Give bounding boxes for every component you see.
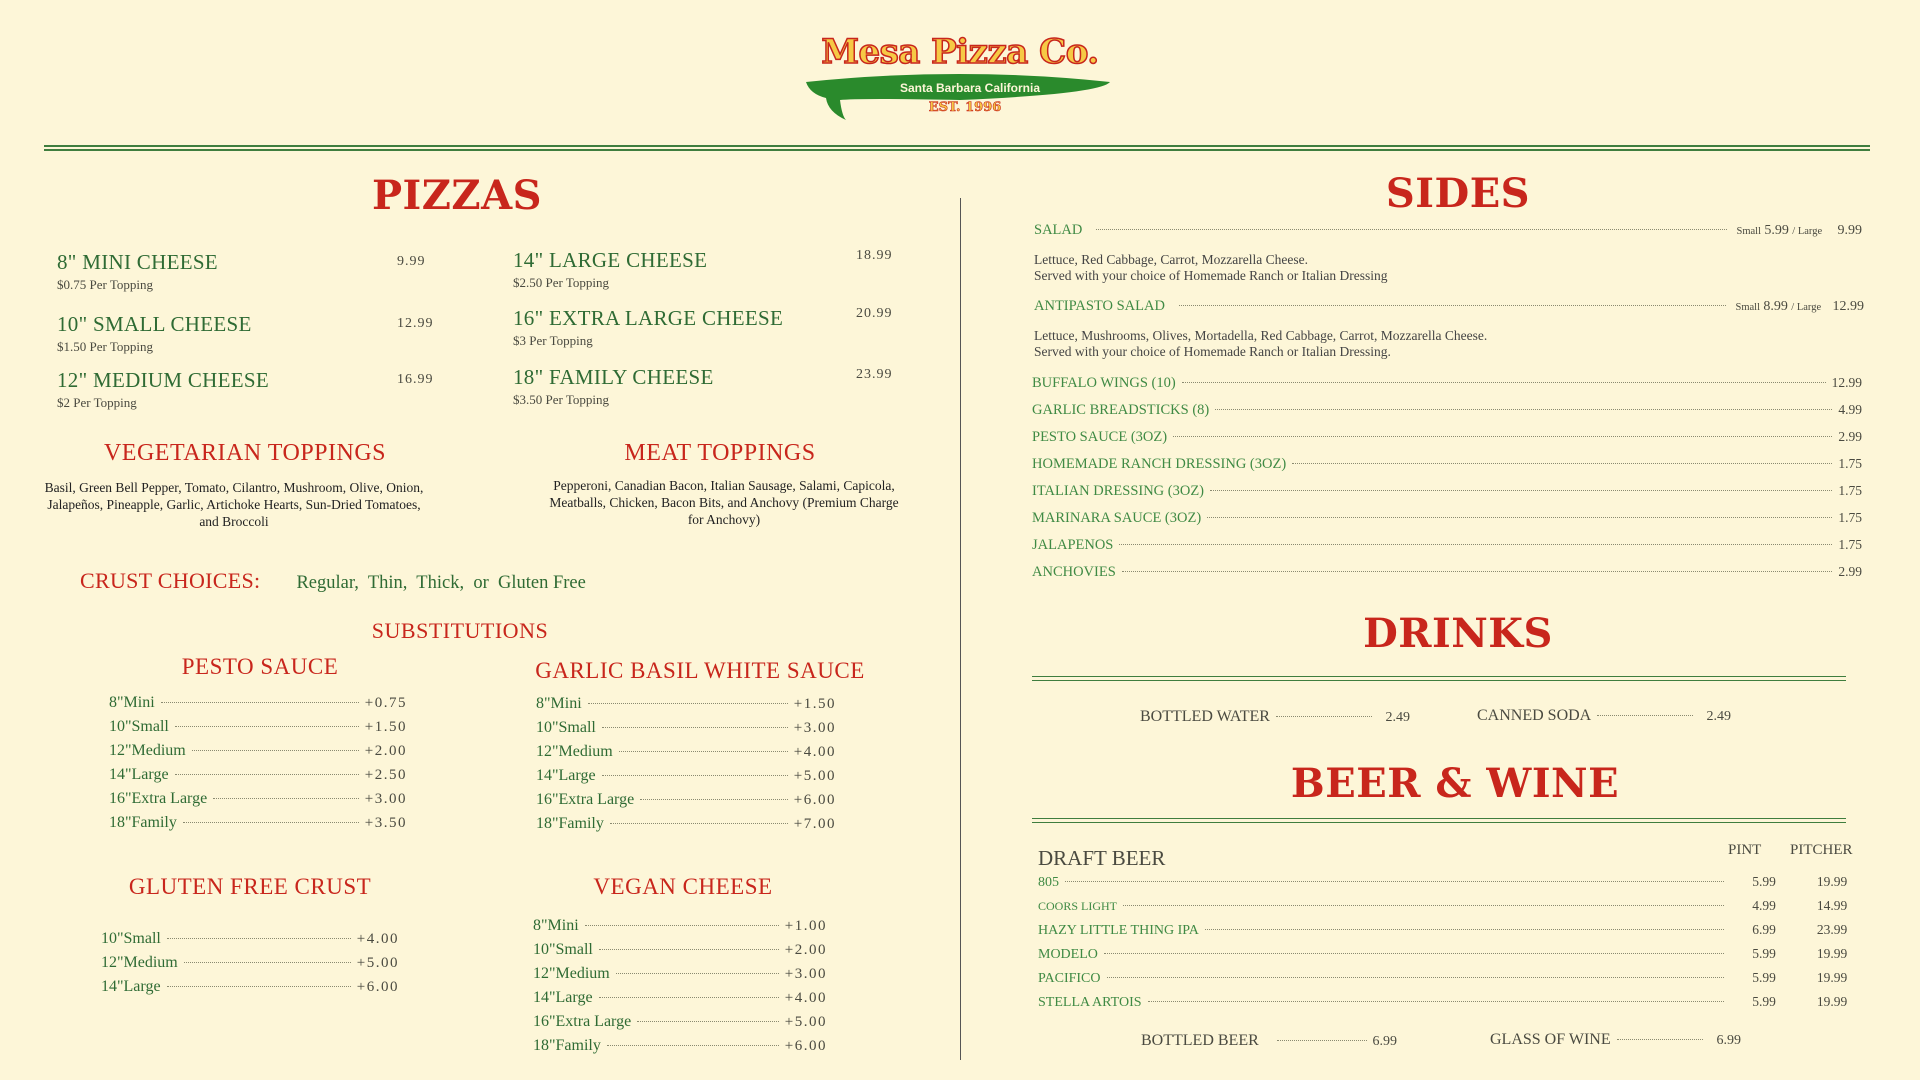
leader-dots xyxy=(1122,571,1833,572)
beer-wine-divider xyxy=(1032,818,1846,823)
substitution-row-label: 14"Large xyxy=(101,978,161,995)
substitution-row-label: 10"Small xyxy=(533,941,593,958)
leader-dots xyxy=(1123,905,1724,906)
side-item xyxy=(1032,483,1862,510)
substitution-row-label: 10"Small xyxy=(101,930,161,947)
beer-item-label: 805 xyxy=(1038,875,1059,890)
pizza-price: 16.99 xyxy=(397,372,434,387)
logo-tagline: Santa Barbara California xyxy=(899,81,1041,95)
leader-dots xyxy=(1205,929,1724,930)
pizza-topping-price: $3 Per Topping xyxy=(513,333,593,348)
leader-dots xyxy=(1597,715,1692,716)
substitution-row-label: 12"Medium xyxy=(533,965,610,982)
substitution-row xyxy=(109,694,407,718)
leader-dots xyxy=(1148,1001,1724,1002)
pizza-topping-price: $2.50 Per Topping xyxy=(513,275,609,290)
substitution-row-label: 8"Mini xyxy=(533,917,579,934)
side-item xyxy=(1032,564,1862,591)
beer-item-label: STELLA ARTOIS xyxy=(1038,995,1142,1010)
substitution-row-price: +4.00 xyxy=(356,931,399,947)
crust-choices-label: CRUST CHOICES: xyxy=(80,568,261,593)
pizza-price: 9.99 xyxy=(397,254,426,269)
side-item-label: JALAPENOS xyxy=(1032,537,1114,553)
gluten-free-crust-heading: GLUTEN FREE CRUST xyxy=(128,874,372,899)
antipasto-name: ANTIPASTO SALAD xyxy=(1034,298,1165,314)
beer-wine-heading: BEER & WINE xyxy=(1290,760,1620,807)
drinks-divider xyxy=(1032,676,1846,681)
side-item xyxy=(1032,402,1862,429)
substitution-row-label: 18"Family xyxy=(109,814,177,831)
side-item-price: 4.99 xyxy=(1838,402,1862,417)
beer-item-label: MODELO xyxy=(1038,947,1098,962)
side-item xyxy=(1032,375,1862,402)
beer-item-price: 5.99 xyxy=(1752,874,1776,889)
garlic-basil-heading: GARLIC BASIL WHITE SAUCE xyxy=(535,658,865,683)
leader-dots xyxy=(1179,305,1726,306)
leader-dots xyxy=(1276,716,1372,717)
substitution-row-price: +3.50 xyxy=(364,815,407,831)
beer-item-pitcher-price: 19.99 xyxy=(1816,970,1848,985)
substitution-row xyxy=(109,790,407,814)
salad-item xyxy=(1034,222,1862,284)
side-item-label: MARINARA SAUCE (3OZ) xyxy=(1032,510,1202,526)
sides-heading: SIDES xyxy=(1385,170,1531,217)
gluten-free-crust-list xyxy=(101,930,399,1002)
leader-dots xyxy=(1292,463,1832,464)
side-item-label: HOMEMADE RANCH DRESSING (3OZ) xyxy=(1032,456,1287,472)
leader-dots xyxy=(1215,409,1832,410)
drink-item xyxy=(1140,708,1410,726)
sides-list xyxy=(1032,375,1862,591)
substitution-row-label: 12"Medium xyxy=(109,742,186,759)
substitution-row-label: 8"Mini xyxy=(536,695,582,712)
side-item-price: 1.75 xyxy=(1838,483,1862,498)
leader-dots xyxy=(1617,1039,1703,1040)
leader-dots xyxy=(161,702,359,703)
pizza-topping-price: $0.75 Per Topping xyxy=(57,277,153,292)
salad-prices xyxy=(1737,222,1862,239)
pizza-name: 18" FAMILY CHEESE xyxy=(513,365,714,389)
substitution-row-price: +2.00 xyxy=(364,743,407,759)
pizza-topping-price: $2 Per Topping xyxy=(57,395,137,410)
salad-small-price: 5.99 xyxy=(1764,223,1789,238)
crust-choices xyxy=(80,568,900,594)
leader-dots xyxy=(1119,544,1832,545)
side-item xyxy=(1032,537,1862,564)
logo xyxy=(800,28,1120,124)
leader-dots xyxy=(637,1021,779,1022)
glass-wine-item xyxy=(1490,1031,1741,1049)
vegetarian-toppings-heading: VEGETARIAN TOPPINGS xyxy=(103,440,387,466)
pitcher-column-header: PITCHER xyxy=(1790,842,1853,858)
glass-wine-price: 6.99 xyxy=(1716,1033,1741,1048)
salad-large-price: 9.99 xyxy=(1837,223,1862,238)
header-divider xyxy=(44,145,1870,151)
beer-item-pitcher-price: 14.99 xyxy=(1816,898,1848,913)
vegan-cheese-list xyxy=(533,917,827,1061)
substitution-row xyxy=(533,965,827,989)
substitution-row xyxy=(533,989,827,1013)
substitution-row xyxy=(109,742,407,766)
pizza-topping-price: $3.50 Per Topping xyxy=(513,392,609,407)
pizza-item xyxy=(57,368,447,411)
leader-dots xyxy=(1210,490,1832,491)
substitution-row-price: +3.00 xyxy=(793,720,836,736)
pizza-item xyxy=(57,312,447,355)
substitution-row-label: 14"Large xyxy=(533,989,593,1006)
substitution-row-label: 18"Family xyxy=(533,1037,601,1054)
side-item-price: 1.75 xyxy=(1838,510,1862,525)
drink-price: 2.49 xyxy=(1706,709,1731,724)
beer-item-price: 6.99 xyxy=(1752,922,1776,937)
pizzas-heading: PIZZAS xyxy=(371,172,543,219)
substitution-row-price: +4.00 xyxy=(784,990,827,1006)
pizza-name: 12" MEDIUM CHEESE xyxy=(57,368,270,392)
leader-dots xyxy=(610,823,788,824)
antipasto-small-label: Small xyxy=(1735,302,1761,313)
vegan-cheese-heading: VEGAN CHEESE xyxy=(593,874,773,899)
substitution-row xyxy=(533,941,827,965)
substitution-row-label: 8"Mini xyxy=(109,694,155,711)
leader-dots xyxy=(619,751,788,752)
leader-dots xyxy=(1096,229,1726,230)
substitution-row-price: +4.00 xyxy=(793,744,836,760)
substitution-row-label: 16"Extra Large xyxy=(536,791,635,808)
leader-dots xyxy=(213,798,359,799)
substitution-row-price: +1.00 xyxy=(784,918,827,934)
pizza-item xyxy=(57,250,447,293)
antipasto-description-2: Served with your choice of Homemade Ranch or Italian Dressing. xyxy=(1034,344,1391,359)
bottled-beer-price: 6.99 xyxy=(1372,1034,1397,1049)
leader-dots xyxy=(616,973,779,974)
substitution-row-label: 14"Large xyxy=(109,766,169,783)
beer-item-pitcher-price: 19.99 xyxy=(1816,994,1848,1009)
beer-item-pitcher-price: 19.99 xyxy=(1816,946,1848,961)
draft-beer-label: DRAFT BEER xyxy=(1038,846,1166,870)
substitution-row-price: +6.00 xyxy=(793,792,836,808)
beer-item xyxy=(1038,970,1870,994)
antipasto-small-price: 8.99 xyxy=(1763,299,1788,314)
meat-toppings-heading: MEAT TOPPINGS xyxy=(624,440,816,466)
substitution-row xyxy=(536,695,836,719)
pizza-price: 20.99 xyxy=(856,306,893,321)
pizza-name: 14" LARGE CHEESE xyxy=(513,248,708,272)
beer-item xyxy=(1038,994,1870,1018)
substitution-row-label: 12"Medium xyxy=(536,743,613,760)
beer-item xyxy=(1038,922,1870,946)
pizza-price: 18.99 xyxy=(856,248,893,263)
beer-list xyxy=(1038,874,1870,1018)
substitution-row xyxy=(533,1037,827,1061)
drink-name: CANNED SODA xyxy=(1477,707,1592,724)
pint-column-header: PINT xyxy=(1728,842,1762,858)
substitution-row xyxy=(101,930,399,954)
substitution-row-label: 16"Extra Large xyxy=(533,1013,632,1030)
substitution-row-label: 16"Extra Large xyxy=(109,790,208,807)
leader-dots xyxy=(607,1045,779,1046)
leader-dots xyxy=(602,775,788,776)
side-item-label: PESTO SAUCE (3OZ) xyxy=(1032,429,1168,445)
beer-item xyxy=(1038,898,1870,922)
substitution-row-label: 10"Small xyxy=(536,719,596,736)
leader-dots xyxy=(1107,977,1724,978)
beer-item-price: 5.99 xyxy=(1752,994,1776,1009)
substitution-row-price: +5.00 xyxy=(793,768,836,784)
substitution-row xyxy=(536,767,836,791)
beer-item-price: 5.99 xyxy=(1752,970,1776,985)
substitution-row xyxy=(536,815,836,839)
substitution-row-price: +6.00 xyxy=(784,1038,827,1054)
substitution-row xyxy=(101,978,399,1002)
bottled-beer-name: BOTTLED BEER xyxy=(1141,1032,1259,1049)
substitution-row-price: +5.00 xyxy=(784,1014,827,1030)
substitution-row xyxy=(101,954,399,978)
substitution-row xyxy=(536,743,836,767)
pizza-item xyxy=(513,306,913,349)
leader-dots xyxy=(1277,1040,1367,1041)
leader-dots xyxy=(1104,953,1724,954)
salad-description-1: Lettuce, Red Cabbage, Carrot, Mozzarella Cheese. xyxy=(1034,252,1309,267)
side-item xyxy=(1032,510,1862,537)
leader-dots xyxy=(167,938,351,939)
salad-name: SALAD xyxy=(1034,222,1083,238)
beer-item-price: 5.99 xyxy=(1752,946,1776,961)
beer-item-label: HAZY LITTLE THING IPA xyxy=(1038,923,1199,938)
substitution-row-price: +7.00 xyxy=(793,816,836,832)
crust-choices-options: Regular, Thin, Thick, or Gluten Free xyxy=(296,573,586,593)
drink-item xyxy=(1477,707,1731,725)
drink-name: BOTTLED WATER xyxy=(1140,708,1270,725)
side-item xyxy=(1032,456,1862,483)
side-item-label: BUFFALO WINGS (10) xyxy=(1032,375,1176,391)
leader-dots xyxy=(599,949,779,950)
side-item-label: GARLIC BREADSTICKS (8) xyxy=(1032,402,1210,418)
substitution-row xyxy=(109,718,407,742)
drink-price: 2.49 xyxy=(1385,710,1410,725)
leader-dots xyxy=(585,925,779,926)
substitution-row-price: +5.00 xyxy=(356,955,399,971)
pizza-price: 23.99 xyxy=(856,367,893,382)
pizza-name: 10" SMALL CHEESE xyxy=(57,312,252,336)
leader-dots xyxy=(1065,881,1724,882)
vegetarian-toppings-list: Basil, Green Bell Pepper, Tomato, Cilantro, Mushroom, Olive, Onion, Jalapeños, Pineapple, Garlic, Artichoke Hearts, Sun-Dried Tomatoes, and Broccoli xyxy=(44,480,424,529)
pizza-item xyxy=(513,365,913,408)
meat-toppings-list: Pepperoni, Canadian Bacon, Italian Sausage, Salami, Capicola, Meatballs, Chicken, Bacon Bits, and Anchovy (Premium Charge for Anchovy) xyxy=(549,478,899,527)
substitution-row-price: +3.00 xyxy=(364,791,407,807)
leader-dots xyxy=(1207,517,1832,518)
column-divider xyxy=(960,198,961,1060)
logo-est: EST. 1996 xyxy=(928,100,1002,115)
side-item-label: ANCHOVIES xyxy=(1032,564,1116,580)
antipasto-large-price: 12.99 xyxy=(1832,299,1864,314)
beer-item-pitcher-price: 23.99 xyxy=(1816,922,1848,937)
substitution-row-price: +1.50 xyxy=(793,696,836,712)
substitution-row xyxy=(109,814,407,838)
substitution-row-label: 14"Large xyxy=(536,767,596,784)
substitutions-heading: SUBSTITUTIONS xyxy=(371,618,549,643)
leader-dots xyxy=(1173,436,1832,437)
antipasto-large-label: / Large xyxy=(1791,302,1822,313)
leader-dots xyxy=(599,997,779,998)
antipasto-description-1: Lettuce, Mushrooms, Olives, Mortadella, Red Cabbage, Carrot, Mozzarella Cheese. xyxy=(1034,328,1488,343)
bottled-beer-item xyxy=(1141,1032,1397,1050)
substitution-row-label: 18"Family xyxy=(536,815,604,832)
beer-item-price: 4.99 xyxy=(1752,898,1776,913)
substitution-row xyxy=(533,1013,827,1037)
side-item xyxy=(1032,429,1862,456)
leader-dots xyxy=(602,727,788,728)
beer-item xyxy=(1038,946,1870,970)
leader-dots xyxy=(640,799,788,800)
salad-small-label: Small xyxy=(1736,226,1762,237)
leader-dots xyxy=(184,962,351,963)
pizza-name: 8" MINI CHEESE xyxy=(57,250,218,274)
pesto-sauce-heading: PESTO SAUCE xyxy=(181,654,339,679)
substitution-row-price: +1.50 xyxy=(364,719,407,735)
pesto-sauce-list xyxy=(109,694,407,838)
antipasto-prices xyxy=(1736,298,1864,315)
side-item-price: 12.99 xyxy=(1831,375,1862,390)
substitution-row-label: 10"Small xyxy=(109,718,169,735)
substitution-row-price: +2.50 xyxy=(364,767,407,783)
leader-dots xyxy=(167,986,351,987)
beer-item xyxy=(1038,874,1870,898)
beer-item-label: COORS LIGHT xyxy=(1038,899,1118,913)
beer-item-pitcher-price: 19.99 xyxy=(1816,874,1848,889)
leader-dots xyxy=(192,750,359,751)
logo-wordmark: Mesa Pizza Co. xyxy=(821,32,1099,72)
antipasto-salad-item xyxy=(1034,298,1864,360)
pizza-price: 12.99 xyxy=(397,316,434,331)
salad-large-label: / Large xyxy=(1792,226,1823,237)
leader-dots xyxy=(1182,382,1826,383)
substitution-row xyxy=(536,719,836,743)
substitution-row xyxy=(109,766,407,790)
substitution-row-price: +3.00 xyxy=(784,966,827,982)
substitution-row xyxy=(536,791,836,815)
side-item-price: 2.99 xyxy=(1838,564,1862,579)
garlic-basil-list xyxy=(536,695,836,839)
substitution-row xyxy=(533,917,827,941)
salad-description-2: Served with your choice of Homemade Ranch or Italian Dressing xyxy=(1034,268,1388,283)
side-item-price: 2.99 xyxy=(1838,429,1862,444)
pizza-item xyxy=(513,248,913,291)
leader-dots xyxy=(588,703,788,704)
side-item-label: ITALIAN DRESSING (3OZ) xyxy=(1032,483,1205,499)
drinks-heading: DRINKS xyxy=(1363,610,1553,657)
pizza-topping-price: $1.50 Per Topping xyxy=(57,339,153,354)
beer-item-label: PACIFICO xyxy=(1038,971,1101,986)
pizza-name: 16" EXTRA LARGE CHEESE xyxy=(513,306,784,330)
substitution-row-price: +2.00 xyxy=(784,942,827,958)
glass-wine-name: GLASS OF WINE xyxy=(1490,1031,1611,1048)
side-item-price: 1.75 xyxy=(1838,537,1862,552)
leader-dots xyxy=(175,774,359,775)
substitution-row-label: 12"Medium xyxy=(101,954,178,971)
leader-dots xyxy=(175,726,359,727)
side-item-price: 1.75 xyxy=(1838,456,1862,471)
leader-dots xyxy=(183,822,359,823)
substitution-row-price: +6.00 xyxy=(356,979,399,995)
substitution-row-price: +0.75 xyxy=(364,695,407,711)
